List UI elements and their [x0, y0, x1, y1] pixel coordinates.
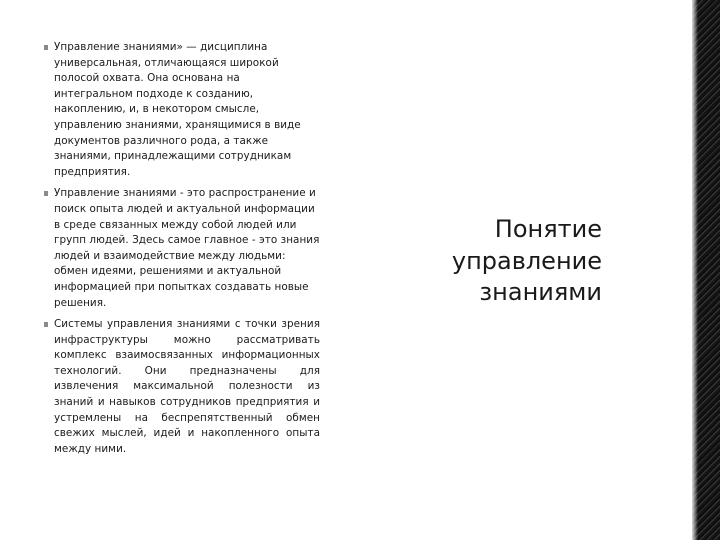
bullet-icon — [44, 45, 48, 50]
bullet-list — [44, 40, 320, 463]
bullet-text: Управление знаниями» — дисциплина универсальная, отличающаяся широкой полосой охвата. Она основана на интегральном подходе к созданию, накоплению, и, в некотором смысле, управлению знаниями, хранящимися в виде документов различного рода, а также знаниями, принадлежащими сотрудникам предприятия. — [54, 41, 301, 178]
bullet-icon — [44, 191, 48, 196]
bullet-icon — [44, 322, 48, 327]
slide-title-line: Понятие — [494, 215, 602, 243]
decorative-stripe — [692, 0, 720, 540]
bullet-text: Системы управления знаниями с точки зрения инфраструктуры можно рассматривать комплекс взаимосвязанных информационных технологий. Они предназначены для извлечения максимальной полезности из знаний и навыков сотрудников предприятия и устремлены на беспрепятственный обмен свежих мыслей, идей и накопленного опыта между ними. — [54, 318, 320, 455]
bullet-item — [44, 317, 320, 457]
slide-title-line: знаниями — [479, 278, 602, 306]
bullet-item — [44, 186, 320, 311]
bullet-item — [44, 40, 320, 180]
bullet-text: Управление знаниями - это распространение и поиск опыта людей и актуальной информации в среде связанных между собой людей или групп людей. Здесь самое главное - это знания людей и взаимодействие между людьми: обмен идеями, решениями и актуальной информацией при попытках создавать новые решения. — [54, 187, 320, 309]
slide-title-line: управление — [451, 246, 602, 275]
slide-title — [402, 214, 602, 309]
